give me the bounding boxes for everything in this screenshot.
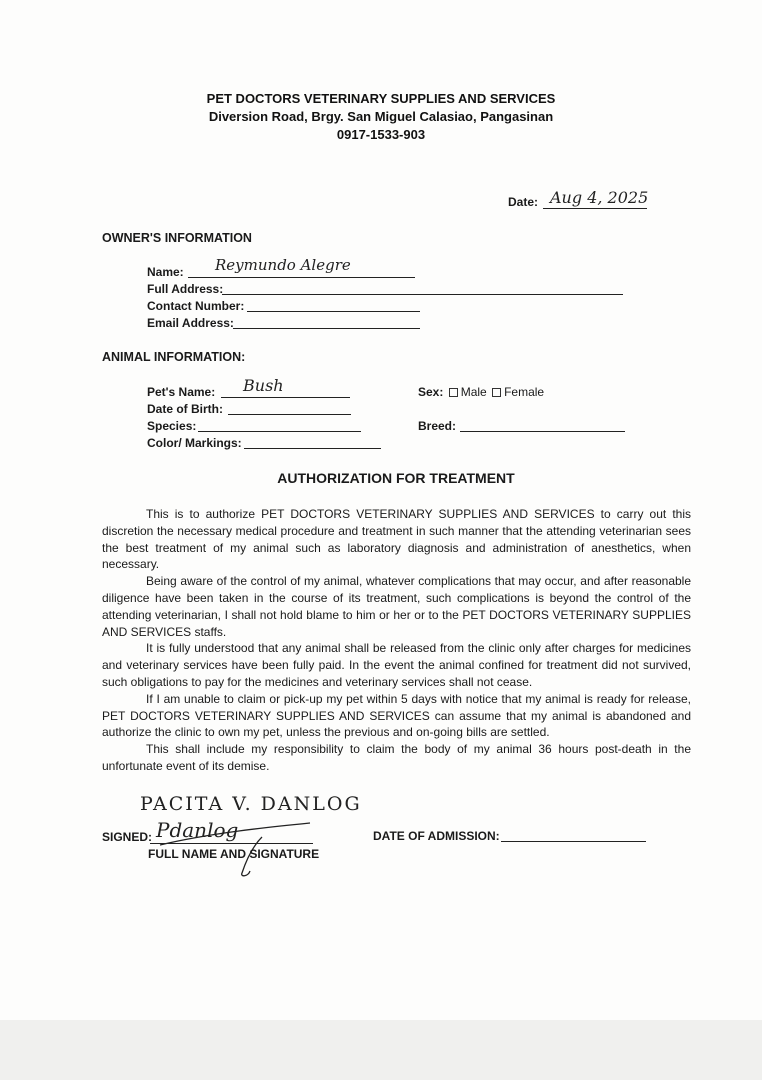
owner-email-label: Email Address: [147,316,234,330]
species-label: Species: [147,419,197,433]
owner-name-line [188,277,415,278]
pet-name-label: Pet's Name: [147,385,216,399]
signed-label: SIGNED: [102,830,153,844]
owner-contact-label: Contact Number: [147,299,245,313]
female-checkbox[interactable] [492,388,501,397]
dob-label: Date of Birth: [147,402,223,416]
business-address: Diversion Road, Brgy. San Miguel Calasiao, Pangasinan [208,109,554,124]
color-markings-label: Color/ Markings: [147,436,242,450]
letterhead [0,90,762,144]
owner-address-line [222,294,623,295]
breed-line [460,431,625,432]
owner-contact-line [247,311,420,312]
breed-label: Breed: [418,419,457,433]
business-name: PET DOCTORS VETERINARY SUPPLIES AND SERVICES [206,91,556,106]
color-markings-line [244,448,381,449]
signature-scrawl: Pdanlog [156,818,239,842]
animal-section-title: ANIMAL INFORMATION: [102,350,246,364]
female-option-label: Female [504,385,545,399]
male-option-label: Male [460,385,487,399]
owner-name-value: Reymundo Alegre [215,256,351,274]
business-phone: 0917-1533-903 [336,127,426,142]
admission-date-line [501,841,646,842]
printed-full-name: PACITA V. DANLOG [140,793,362,815]
owner-address-label: Full Address: [147,282,224,296]
authorization-paragraph-5: This shall include my responsibility to claim the body of my animal 36 hours post-death in the unfortunate event of its demise. [102,742,691,773]
authorization-paragraph-4: If I am unable to claim or pick-up my pet within 5 days with notice that my animal is ready for release, PET DOCTORS VETERINARY SUPPLIES AND SERVICES can assume that my animal is abandoned and authorize the clinic to own my pet, unless the previous and on-going bills are settled. [102,691,691,740]
dob-line [228,414,351,415]
owner-email-line [233,328,420,329]
pet-name-value: Bush [243,376,284,395]
signature-caption: FULL NAME AND SIGNATURE [148,847,320,861]
authorization-paragraph-1: This is to authorize PET DOCTORS VETERINARY SUPPLIES AND SERVICES to carry out this discretion the necessary medical procedure and treatment in such manner that the attending veterinarian sees the best treatment of my animal such as laboratory diagnosis and administration of anesthetics, when necessary. [102,507,691,572]
male-checkbox[interactable] [449,388,458,397]
date-label: Date: [508,195,539,209]
authorization-paragraph-2: Being aware of the control of my animal, whatever complications that may occur, and after reasonable diligence have been taken in the course of its treatment, such complications is beyond the control of the attending veterinarian, I shall not hold blame to him or her or to the PET DOCTORS VETERINARY SUPPLIES AND SERVICES staffs. [102,574,691,639]
sex-field [418,385,544,399]
owner-section-title: OWNER'S INFORMATION [102,231,252,245]
admission-date-label: DATE OF ADMISSION: [373,829,500,843]
pet-name-line [221,397,350,398]
authorization-body [102,506,691,775]
date-value: Aug 4, 2025 [550,188,649,207]
date-line [543,208,647,209]
species-line [198,431,361,432]
authorization-paragraph-3: It is fully understood that any animal shall be released from the clinic only after charges for medicines and veterinary services have been fully paid. In the event the animal confined for treatment did not survived, such obligations to pay for the medicines and veterinary services shall not cease. [102,641,691,689]
owner-name-label: Name: [147,265,184,279]
scan-margin [0,1020,762,1080]
sex-label: Sex: [418,385,444,399]
authorization-title: AUTHORIZATION FOR TREATMENT [277,470,515,486]
